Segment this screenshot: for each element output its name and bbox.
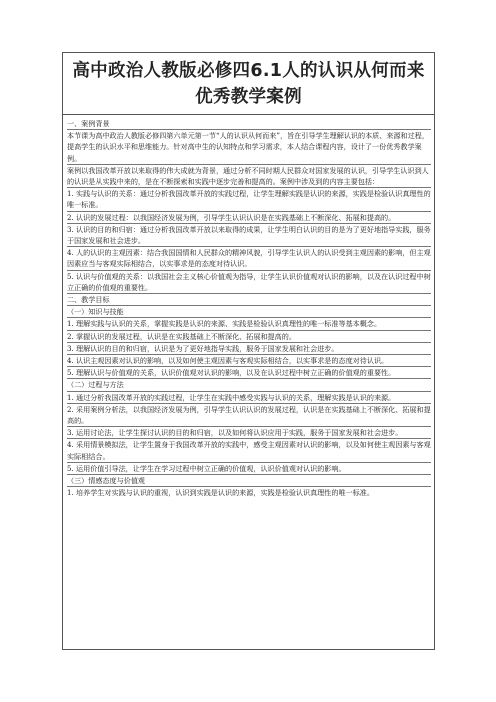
subsection-heading: （三）情感态度与价值观	[67, 475, 431, 487]
section-heading: 二、教学目标	[67, 294, 431, 306]
list-item: 5. 认识与价值观的关系：以我国社会主义核心价值观为指导，让学生认识价值观对认识的影响，以及在认识过程中树立正确的价值观的重要性。	[67, 271, 431, 294]
list-item: 3. 理解认识的目的和归宿，认识是为了更好地指导实践，服务于国家发展和社会进步。	[67, 343, 431, 355]
document-frame	[62, 52, 435, 650]
page-title: 高中政治人教版必修四6.1人的认识从何而来优秀教学案例	[63, 53, 434, 115]
list-item: 5. 理解认识与价值观的关系，认识价值观对认识的影响，以及在认识过程中树立正确的价值观的重要性。	[67, 367, 431, 379]
list-item: 2. 认识的发展过程：以我国经济发展为例，引导学生认识认识是在实践基础上不断深化、拓展和提高的。	[67, 212, 431, 224]
list-item: 4. 采用情景模拟法，让学生置身于我国改革开放的实践中，感受主观因素对认识的影响，以及如何使主观因素与客观实际相结合。	[67, 439, 431, 462]
paragraph: 案例以我国改革开放以来取得的伟大成就为背景，通过分析不同时期人民群众对国家发展的认识，引导学生认识到人的认识是从实践中来的，是在不断探索和实践中逐步完善和提高的。案例中涉及到的内容主要包括：	[67, 165, 431, 188]
subsection-heading: （二）过程与方法	[67, 379, 431, 391]
list-item: 4. 人的认识的主观因素：结合我国国情和人民群众的精神风貌，引导学生认识人的认识受到主观因素的影响，但主观因素应当与客观实际相结合，以实事求是的态度对待认识。	[67, 247, 431, 270]
list-item: 1. 通过分析我国改革开放的实践过程，让学生在实践中感受实践与认识的关系，理解实践是认识的来源。	[67, 392, 431, 404]
section-heading: 一、案例背景	[67, 118, 431, 130]
list-item: 3. 认识的目的和归宿：通过分析我国改革开放以来取得的成果，让学生明白认识的目的是为了更好地指导实践，服务于国家发展和社会进步。	[67, 224, 431, 247]
list-item: 3. 运用讨论法，让学生探讨认识的目的和归宿，以及如何将认识应用于实践，服务于国家发展和社会进步。	[67, 427, 431, 439]
list-item: 2. 掌握认识的发展过程，认识是在实践基础上不断深化、拓展和提高的。	[67, 331, 431, 343]
list-item: 4. 认识主观因素对认识的影响，以及如何使主观因素与客观实际相结合，以实事求是的态度对待认识。	[67, 355, 431, 367]
paragraph: 本节课为高中政治人教版必修四第六单元第一节“人的认识从何而来”，旨在引导学生理解认识的本质、来源和过程，提高学生的认识水平和思维能力。针对高中生的认知特点和学习需求，本人结合课程内容，设计了一份优秀教学案例。	[67, 130, 431, 165]
list-item: 1. 实践与认识的关系：通过分析我国改革开放的实践过程，让学生理解实践是认识的来源，实践是检验认识真理性的唯一标准。	[67, 188, 431, 211]
subsection-heading: （一）知识与技能	[67, 306, 431, 318]
list-item: 2. 采用案例分析法，以我国经济发展为例，引导学生认识认识的发展过程，认识是在实践基础上不断深化、拓展和提高的。	[67, 404, 431, 427]
document-body	[63, 115, 434, 499]
list-item: 5. 运用价值引导法，让学生在学习过程中树立正确的价值观，认识价值观对认识的影响。	[67, 463, 431, 475]
list-item: 1. 培养学生对实践与认识的重视，认识到实践是认识的来源，实践是检验认识真理性的唯一标准。	[67, 488, 374, 498]
list-item: 1. 理解实践与认识的关系，掌握实践是认识的来源、实践是检验认识真理性的唯一标准等基本概念。	[67, 318, 431, 330]
